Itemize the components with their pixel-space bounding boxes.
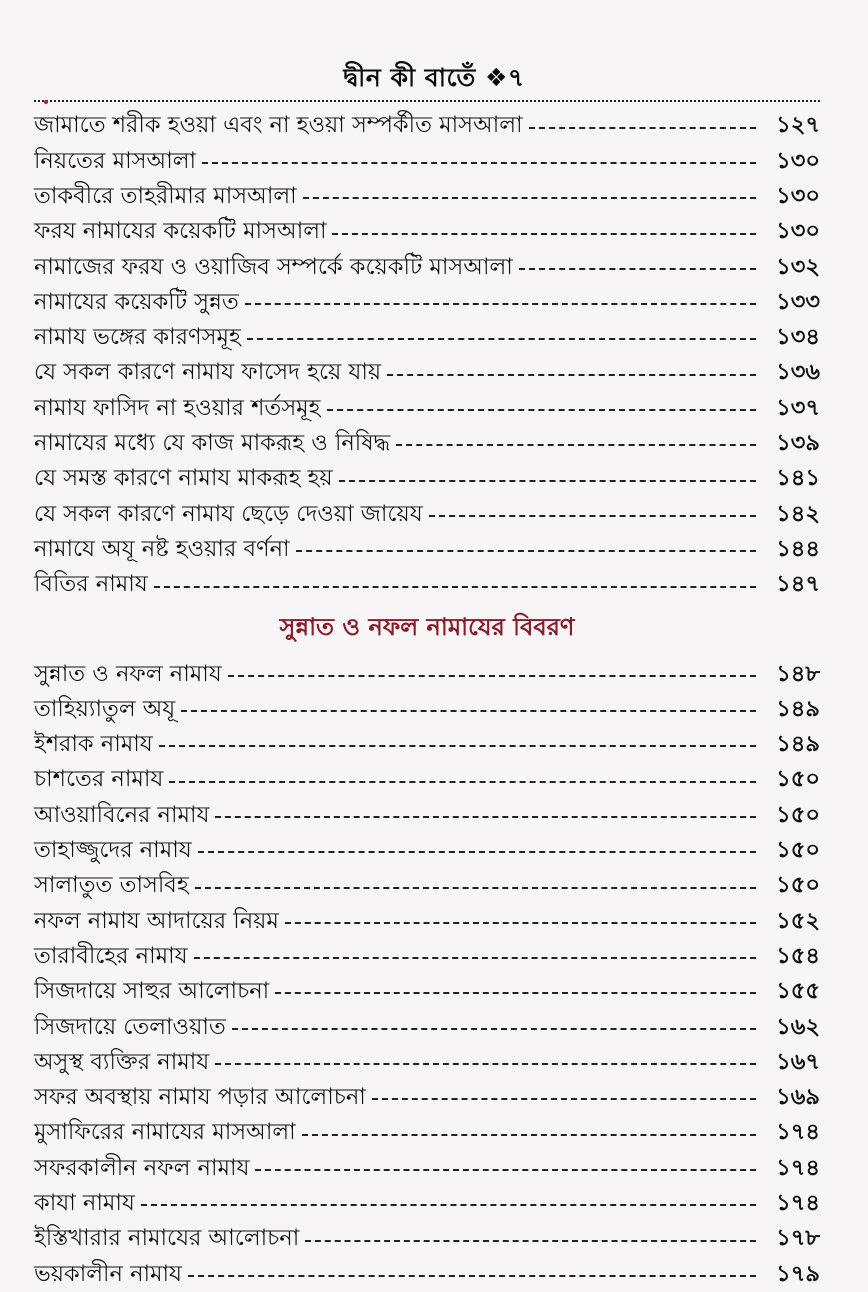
table-of-contents — [34, 108, 820, 1292]
toc-entry-title: সফর অবস্থায় নামায পড়ার আলোচনা — [34, 1084, 366, 1111]
toc-entry-title: তাহিয়্যাতুল অযূ — [34, 695, 176, 722]
toc-entry — [34, 727, 820, 762]
toc-entry — [34, 833, 820, 868]
toc-entry-page-number: ১৫৫ — [776, 978, 820, 1005]
running-header: দ্বীন কী বাতেঁ ❖৭ — [343, 63, 525, 92]
toc-entry-title: তাহাজ্জুদের নামায — [34, 837, 192, 864]
ink-mark — [44, 100, 48, 104]
dash-leader — [396, 444, 756, 446]
toc-entry-page-number: ১৫০ — [776, 766, 820, 793]
toc-entry — [34, 284, 820, 319]
toc-entry-title: আওয়াবিনের নামায — [34, 801, 210, 828]
toc-section-one — [34, 108, 820, 602]
toc-entry — [34, 691, 820, 726]
toc-entry-page-number: ১৬২ — [776, 1013, 820, 1040]
toc-entry-page-number: ১৬৯ — [776, 1084, 820, 1111]
toc-entry-page-number: ১৭৮ — [776, 1225, 820, 1252]
toc-entry-title: সফরকালীন নফল নামায — [34, 1154, 250, 1181]
toc-entry-title: নামাজের ফরয ও ওয়াজিব সম্পর্কে কয়েকটি মাসআলা — [34, 253, 513, 280]
toc-entry-page-number: ১৫২ — [776, 907, 820, 934]
toc-entry-page-number: ১৪৯ — [776, 695, 820, 722]
dash-leader — [285, 922, 756, 924]
toc-entry-page-number: ১৪৯ — [776, 731, 820, 758]
toc-entry — [34, 143, 820, 178]
toc-entry-title: ইস্তিখারার নামাযের আলোচনা — [34, 1225, 300, 1252]
toc-section-two — [34, 656, 820, 1291]
toc-entry-title: তারাবীহের নামায — [34, 942, 188, 969]
toc-entry-title: সালাতুত তাসবিহ — [34, 872, 189, 899]
dash-leader — [159, 745, 756, 747]
toc-entry-page-number: ১৩৬ — [776, 359, 820, 386]
toc-entry — [34, 656, 820, 691]
dash-leader — [429, 515, 756, 517]
dash-leader — [275, 992, 756, 994]
toc-entry — [34, 868, 820, 903]
toc-entry — [34, 1150, 820, 1185]
toc-entry-title: অসুস্থ ব্যক্তির নামায — [34, 1048, 210, 1075]
dash-leader — [372, 1098, 756, 1100]
toc-entry-page-number: ১৩০ — [776, 182, 820, 209]
dash-leader — [332, 233, 756, 235]
toc-entry-title: ফরয নামাযের কয়েকটি মাসআলা — [34, 218, 327, 245]
dash-leader — [529, 127, 756, 129]
toc-entry-page-number: ১৭৪ — [776, 1119, 820, 1146]
dash-leader — [194, 957, 756, 959]
dash-leader — [247, 338, 756, 340]
toc-entry-page-number: ১৭৪ — [776, 1154, 820, 1181]
toc-entry-title: ইশরাক নামায — [34, 731, 153, 758]
section-heading: সুন্নাত ও নফল নামাযের বিবরণ — [279, 613, 575, 642]
dash-leader — [519, 268, 756, 270]
toc-entry-title: যে সকল কারণে নামায ছেড়ে দেওয়া জায়েয — [34, 500, 423, 527]
toc-entry — [34, 179, 820, 214]
toc-entry — [34, 214, 820, 249]
toc-entry — [34, 939, 820, 974]
dash-leader — [202, 162, 756, 164]
dash-leader — [296, 550, 756, 552]
dash-leader — [305, 1240, 756, 1242]
toc-entry — [34, 1009, 820, 1044]
toc-entry — [34, 1080, 820, 1115]
toc-entry-title: সিজদায়ে তেলাওয়াত — [34, 1013, 226, 1040]
toc-entry-title: নিয়তের মাসআলা — [34, 147, 196, 174]
toc-entry-title: নফল নামায আদায়ের নিয়ম — [34, 907, 279, 934]
dash-leader — [141, 1204, 756, 1206]
toc-entry-page-number: ১৫০ — [776, 837, 820, 864]
dash-leader — [302, 1134, 756, 1136]
toc-entry-page-number: ১৩৩ — [776, 288, 820, 315]
dash-leader — [188, 1275, 756, 1277]
dash-leader — [245, 303, 756, 305]
dash-leader — [169, 781, 756, 783]
toc-entry — [34, 249, 820, 284]
toc-entry-page-number: ১৪৪ — [776, 535, 820, 562]
toc-entry-title: নামাযে অযূ নষ্ট হওয়ার বর্ণনা — [34, 535, 290, 562]
toc-entry-page-number: ১৭৪ — [776, 1190, 820, 1216]
toc-entry — [34, 762, 820, 797]
dash-leader — [339, 480, 756, 482]
toc-entry-page-number: ১৩০ — [776, 147, 820, 174]
toc-entry-page-number: ১৩৭ — [776, 394, 820, 421]
dash-leader — [232, 1028, 756, 1030]
toc-entry-page-number: ১৫০ — [776, 801, 820, 828]
dash-leader — [303, 197, 756, 199]
toc-entry-page-number: ১৪১ — [776, 465, 820, 492]
toc-entry-page-number: ১৩৪ — [776, 324, 820, 351]
toc-entry — [34, 1115, 820, 1150]
toc-entry — [34, 461, 820, 496]
toc-entry-title: নামাযের মধ্যে যে কাজ মাকরূহ ও নিষিদ্ধ — [34, 430, 391, 457]
toc-entry — [34, 567, 820, 602]
toc-entry-page-number: ১৫৪ — [776, 942, 820, 969]
toc-entry-title: বিতির নামায — [34, 571, 148, 598]
header-rule — [34, 100, 820, 102]
toc-entry-title: জামাতে শরীক হওয়া এবং না হওয়া সম্পর্কীত মাসআলা — [34, 112, 523, 139]
toc-entry-page-number: ১৬৭ — [776, 1048, 820, 1075]
toc-entry — [34, 390, 820, 425]
dash-leader — [387, 374, 756, 376]
toc-entry-title: কাযা নামায — [34, 1190, 135, 1216]
toc-entry-title: মুসাফিরের নামাযের মাসআলা — [34, 1119, 296, 1146]
toc-entry-title: নামাযের কয়েকটি সুন্নত — [34, 288, 239, 315]
toc-entry-title: সুন্নাত ও নফল নামায — [34, 660, 222, 687]
toc-entry-page-number: ১৩৯ — [776, 430, 820, 457]
dash-leader — [215, 816, 756, 818]
toc-entry — [34, 108, 820, 143]
toc-entry — [34, 320, 820, 355]
toc-entry-page-number: ১৪৮ — [776, 660, 820, 687]
dash-leader — [215, 1063, 756, 1065]
dash-leader — [181, 710, 756, 712]
toc-entry — [34, 1256, 820, 1291]
toc-entry-title: যে সকল কারণে নামায ফাসেদ হয়ে যায় — [34, 359, 382, 386]
toc-entry-page-number: ১৫০ — [776, 872, 820, 899]
toc-entry-page-number: ১৪২ — [776, 500, 820, 527]
toc-entry-page-number: ১৪৭ — [776, 571, 820, 598]
toc-entry — [34, 1221, 820, 1256]
toc-entry-page-number: ১৩০ — [776, 218, 820, 245]
toc-entry-title: নামায ফাসিদ না হওয়ার শর্তসমূহ — [34, 394, 321, 421]
toc-entry — [34, 496, 820, 531]
toc-entry — [34, 797, 820, 832]
toc-entry — [34, 1044, 820, 1079]
toc-entry-title: যে সমস্ত কারণে নামায মাকরূহ হয় — [34, 465, 333, 492]
toc-entry-page-number: ১৭৯ — [776, 1260, 820, 1287]
toc-entry-title: নামায ভঙ্গের কারণসমূহ — [34, 324, 241, 351]
dash-leader — [327, 409, 757, 411]
toc-entry — [34, 903, 820, 938]
toc-entry-page-number: ১৩২ — [776, 253, 820, 280]
toc-entry-title: সিজদায়ে সাহুর আলোচনা — [34, 978, 270, 1005]
dash-leader — [228, 675, 756, 677]
dash-leader — [255, 1169, 756, 1171]
toc-entry — [34, 426, 820, 461]
toc-entry-title: ভয়কালীন নামায — [34, 1260, 183, 1287]
toc-entry — [34, 532, 820, 567]
dash-leader — [198, 851, 756, 853]
toc-entry — [34, 1186, 820, 1221]
toc-entry-page-number: ১২৭ — [776, 112, 820, 139]
toc-entry-title: চাশতের নামায — [34, 766, 164, 793]
toc-entry-title: তাকবীরে তাহরীমার মাসআলা — [34, 182, 297, 209]
toc-entry — [34, 355, 820, 390]
dash-leader — [195, 887, 756, 889]
toc-entry — [34, 974, 820, 1009]
dash-leader — [154, 586, 756, 588]
